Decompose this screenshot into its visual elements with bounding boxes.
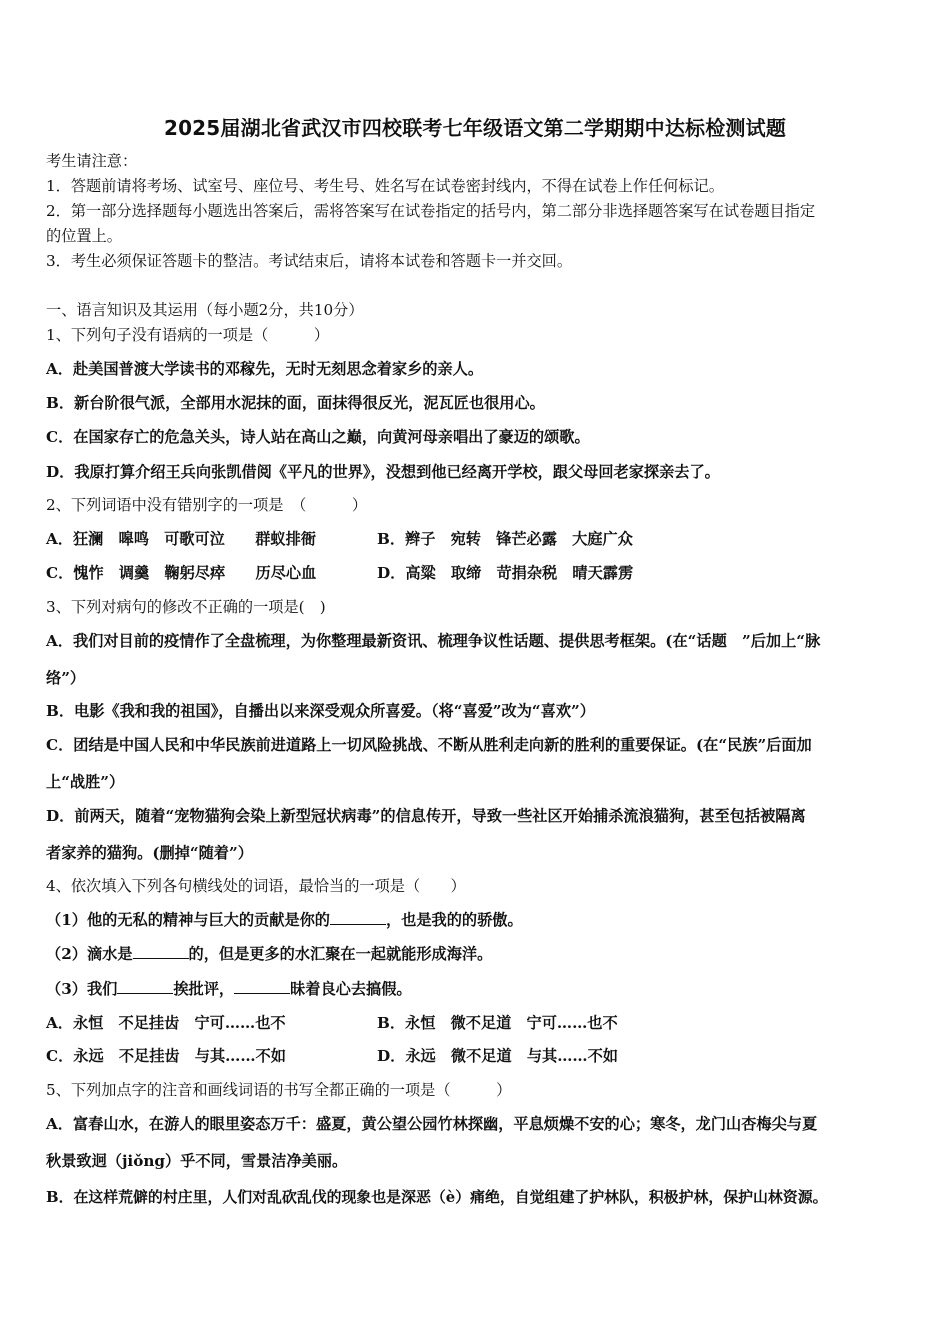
q3-option-c-cont: 上“战胜”） (46, 773, 125, 791)
q3-option-a-cont: 络”） (46, 669, 86, 687)
q4-option-d: D．永远 微不足道 与其……不如 (377, 1047, 618, 1065)
q3-option-d: D．前两天，随着“宠物猫狗会染上新型冠状病毒”的信息传开，导致一些社区开始捕杀流浪猫狗，甚至包括被隔离 (46, 807, 806, 825)
q2-option-d: D．高粱 取缔 苛捐杂税 晴天霹雳 (377, 564, 634, 582)
q4-s2-blank (133, 944, 189, 959)
notice-item-2-cont: 的位置上。 (46, 227, 122, 245)
q5-stem: 5、下列加点字的注音和画线词语的书写全都正确的一项是（ ） (46, 1081, 512, 1099)
notice-item-3: 3．考生必须保证答题卡的整洁。考试结束后，请将本试卷和答题卡一并交回。 (46, 252, 573, 270)
q4-s3-text-b: 挨批评， (173, 980, 235, 998)
q4-s3-text-a: （3）我们 (46, 980, 118, 998)
q4-s1-text-a: （1）他的无私的精神与巨大的贡献是你的 (46, 911, 330, 929)
q1-option-a: A．赴美国普渡大学读书的邓稼先，无时无刻思念着家乡的亲人。 (46, 360, 484, 378)
notice-item-2: 2．第一部分选择题每小题选出答案后，需将答案写在试卷指定的括号内，第二部分非选择题答案写在试卷题目指定 (46, 202, 816, 220)
notice-item-1: 1．答题前请将考场、试室号、座位号、考生号、姓名写在试卷密封线内，不得在试卷上作任何标记。 (46, 177, 724, 195)
q3-stem: 3、下列对病句的修改不正确的一项是( ) (46, 598, 326, 616)
q1-option-b: B．新台阶很气派，全部用水泥抹的面，面抹得很反光，泥瓦匠也很用心。 (46, 394, 545, 412)
q1-option-c: C．在国家存亡的危急关头，诗人站在高山之巅，向黄河母亲唱出了豪迈的颂歌。 (46, 428, 590, 446)
q2-option-c: C．愧怍 调羹 鞠躬尽瘁 历尽心血 (46, 564, 317, 582)
q5-option-a-cont: 秋景致迥（jiǒng）乎不同，雪景洁净美丽。 (46, 1152, 348, 1170)
q5-option-b: B．在这样荒僻的村庄里，人们对乱砍乱伐的现象也是深恶（è）痛绝，自觉组建了护林队，积极护林，保护山林资源。 (46, 1188, 828, 1206)
notice-heading: 考生请注意： (46, 152, 138, 170)
q1-option-d: D．我原打算介绍王兵向张凯借阅《平凡的世界》，没想到他已经离开学校，跟父母回老家探亲去了。 (46, 463, 720, 481)
q4-sentence-2 (46, 944, 492, 964)
q3-option-a: A．我们对目前的疫情作了全盘梳理，为你整理最新资讯、梳理争议性话题、提供思考框架。(在“话题 ”后加上“脉 (46, 632, 821, 650)
q4-s2-text-a: （2）滴水是 (46, 945, 133, 963)
q4-s3-blank-2 (234, 979, 290, 994)
q4-option-b: B．永恒 微不足道 宁可……也不 (377, 1014, 618, 1032)
q3-option-c: C．团结是中国人民和中华民族前进道路上一切风险挑战、不断从胜利走向新的胜利的重要保证。(在“民族”后面加 (46, 736, 812, 754)
q4-sentence-3 (46, 979, 412, 999)
q4-sentence-1 (46, 910, 523, 930)
q5-option-a: A．富春山水，在游人的眼里姿态万千：盛夏，黄公望公园竹林探幽，平息烦燥不安的心；寒冬，龙门山杏梅尖与夏 (46, 1115, 818, 1133)
q4-s3-text-c: 昧着良心去搞假。 (290, 980, 412, 998)
q4-s1-text-b: ，也是我的的骄傲。 (385, 911, 523, 929)
q3-option-b: B．电影《我和我的祖国》，自播出以来深受观众所喜爱。（将“喜爱”改为“喜欢”） (46, 702, 595, 720)
q4-option-c: C．永远 不足挂齿 与其……不如 (46, 1047, 286, 1065)
q2-option-a: A．狂澜 嗥鸣 可歌可泣 群蚁排衙 (46, 530, 316, 548)
q4-s2-text-b: 的，但是更多的水汇聚在一起就能形成海洋。 (188, 945, 493, 963)
exam-title: 2025届湖北省武汉市四校联考七年级语文第二学期期中达标检测试题 (163, 116, 787, 140)
q4-s3-blank-1 (117, 979, 173, 994)
q3-option-d-cont: 者家养的猫狗。(删掉“随着”） (46, 844, 253, 862)
q1-stem: 1、下列句子没有语病的一项是（ ） (46, 326, 330, 344)
q2-option-b: B．辫子 宛转 锋芒必露 大庭广众 (377, 530, 633, 548)
q4-stem: 4、依次填入下列各句横线处的词语，最恰当的一项是（ ） (46, 877, 466, 895)
section-1-heading: 一、语言知识及其运用（每小题2分，共10分） (46, 301, 364, 319)
q2-stem: 2、下列词语中没有错别字的一项是 （ ） (46, 496, 368, 514)
q4-s1-blank (330, 910, 386, 925)
q4-option-a: A．永恒 不足挂齿 宁可……也不 (46, 1014, 286, 1032)
